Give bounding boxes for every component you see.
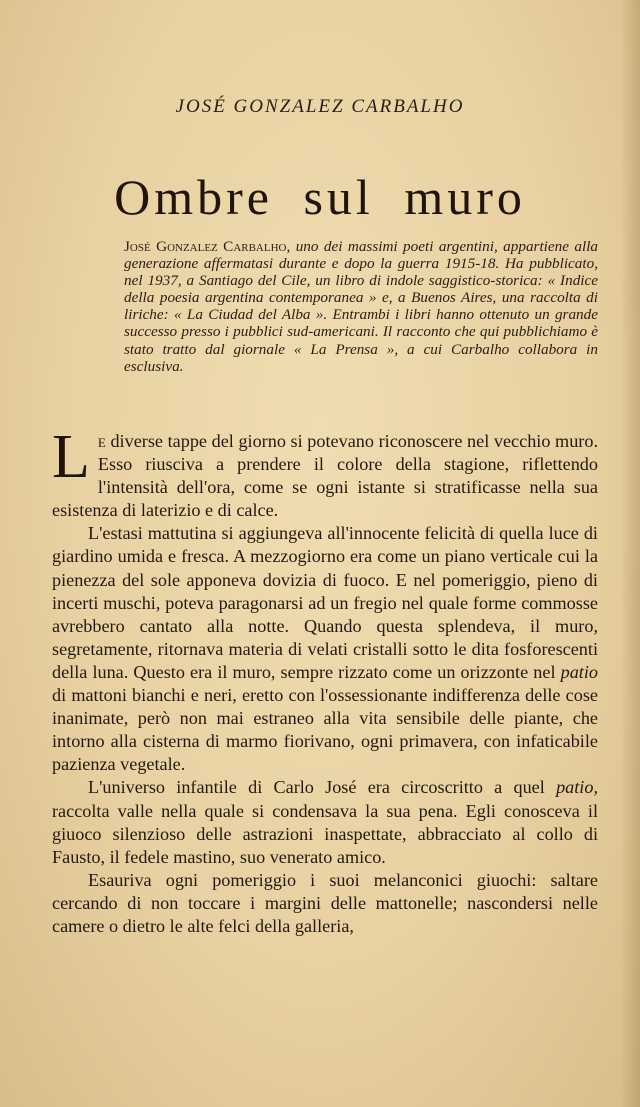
paragraph-3 (52, 776, 598, 868)
intro-author-name: José Gonzalez Carbalho, (124, 238, 291, 255)
paragraph-1-text: diverse tappe del giorno si potevano riconoscere nel vecchio muro. Esso riusciva a prendere il colore della stagione, riflettendo l'intensità dell'ora, come se ogni istante si stratificasse nella sua esistenza di laterizio e di calce. (52, 431, 598, 521)
paragraph-3-text-b: raccolta valle nella quale si condensava la sua pena. Egli conosceva il giuoco silenzioso delle astrazioni inaspettate, abbracciato al collo di Fausto, il fedele mastino, suo venerato amico. (52, 800, 598, 867)
drop-cap: L (52, 423, 90, 491)
story-title: Ombre sul muro (114, 169, 526, 225)
paragraph-3-italic: patio, (556, 777, 598, 798)
paragraph-1 (52, 423, 598, 522)
page-edge-shadow (620, 0, 640, 1107)
author-introduction (124, 238, 598, 375)
paragraph-4: Esauriva ogni pomeriggio i suoi melanconici giuochi: saltare cercando di non toccare i margini delle mattonelle; nascondersi nelle camere o dietro le alte felci della galleria, (52, 869, 598, 936)
paragraph-2-italic: patio (560, 661, 598, 682)
paragraph-2-text-b: di mattoni bianchi e neri, eretto con l'ossessionante indifferenza delle cose inanimate, però non mai estraneo alla vita sensibile delle piante, che intorno alla cisterna di marmo fiorivano, ogni primavera, con infaticabile pazienza vegetale. (52, 685, 598, 775)
story-body (52, 423, 598, 938)
intro-text: uno dei massimi poeti argentini, appartiene alla generazione affermatasi durante e dopo la guerra 1915-18. Ha pubblicato, nel 1937, a Santiago del Cile, un libro di indole saggistico-storica: « Indice della poesia argentina contemporanea » e, a Buenos Aires, una raccolta di liriche: « La Ciudad del Alba ». Entrambi i libri hanno ottenuto un grande successo presso i pubblici sud-americani. Il racconto che qui pubblichiamo è stato tratto dal giornale « La Prensa », a cui Carbalho collabora in esclusiva. (124, 238, 599, 375)
paragraph-1-lead: e (97, 431, 106, 451)
paragraph-3-text-a: L'universo infantile di Carlo José era circoscritto a quel (88, 777, 557, 798)
author-heading: JOSÉ GONZALEZ CARBALHO (175, 96, 465, 117)
paragraph-2 (52, 522, 598, 776)
paragraph-2-text-a: L'estasi mattutina si aggiungeva all'innocente felicità di quella luce di giardino umida e fresca. A mezzogiorno era come un piano verticale cui la pienezza del sole apponeva dovizia di fuoco. E nel pomeriggio, pieno di incerti muschi, poteva paragonarsi ad un fregio nel quale forme commosse avrebbero cantato alla notte. Quando questa splendeva, il muro, segretamente, ritornava materia di velati cristalli sotto le dita fosforescenti della luna. Questo era il muro, sempre rizzato come un orizzonte nel (52, 523, 598, 682)
